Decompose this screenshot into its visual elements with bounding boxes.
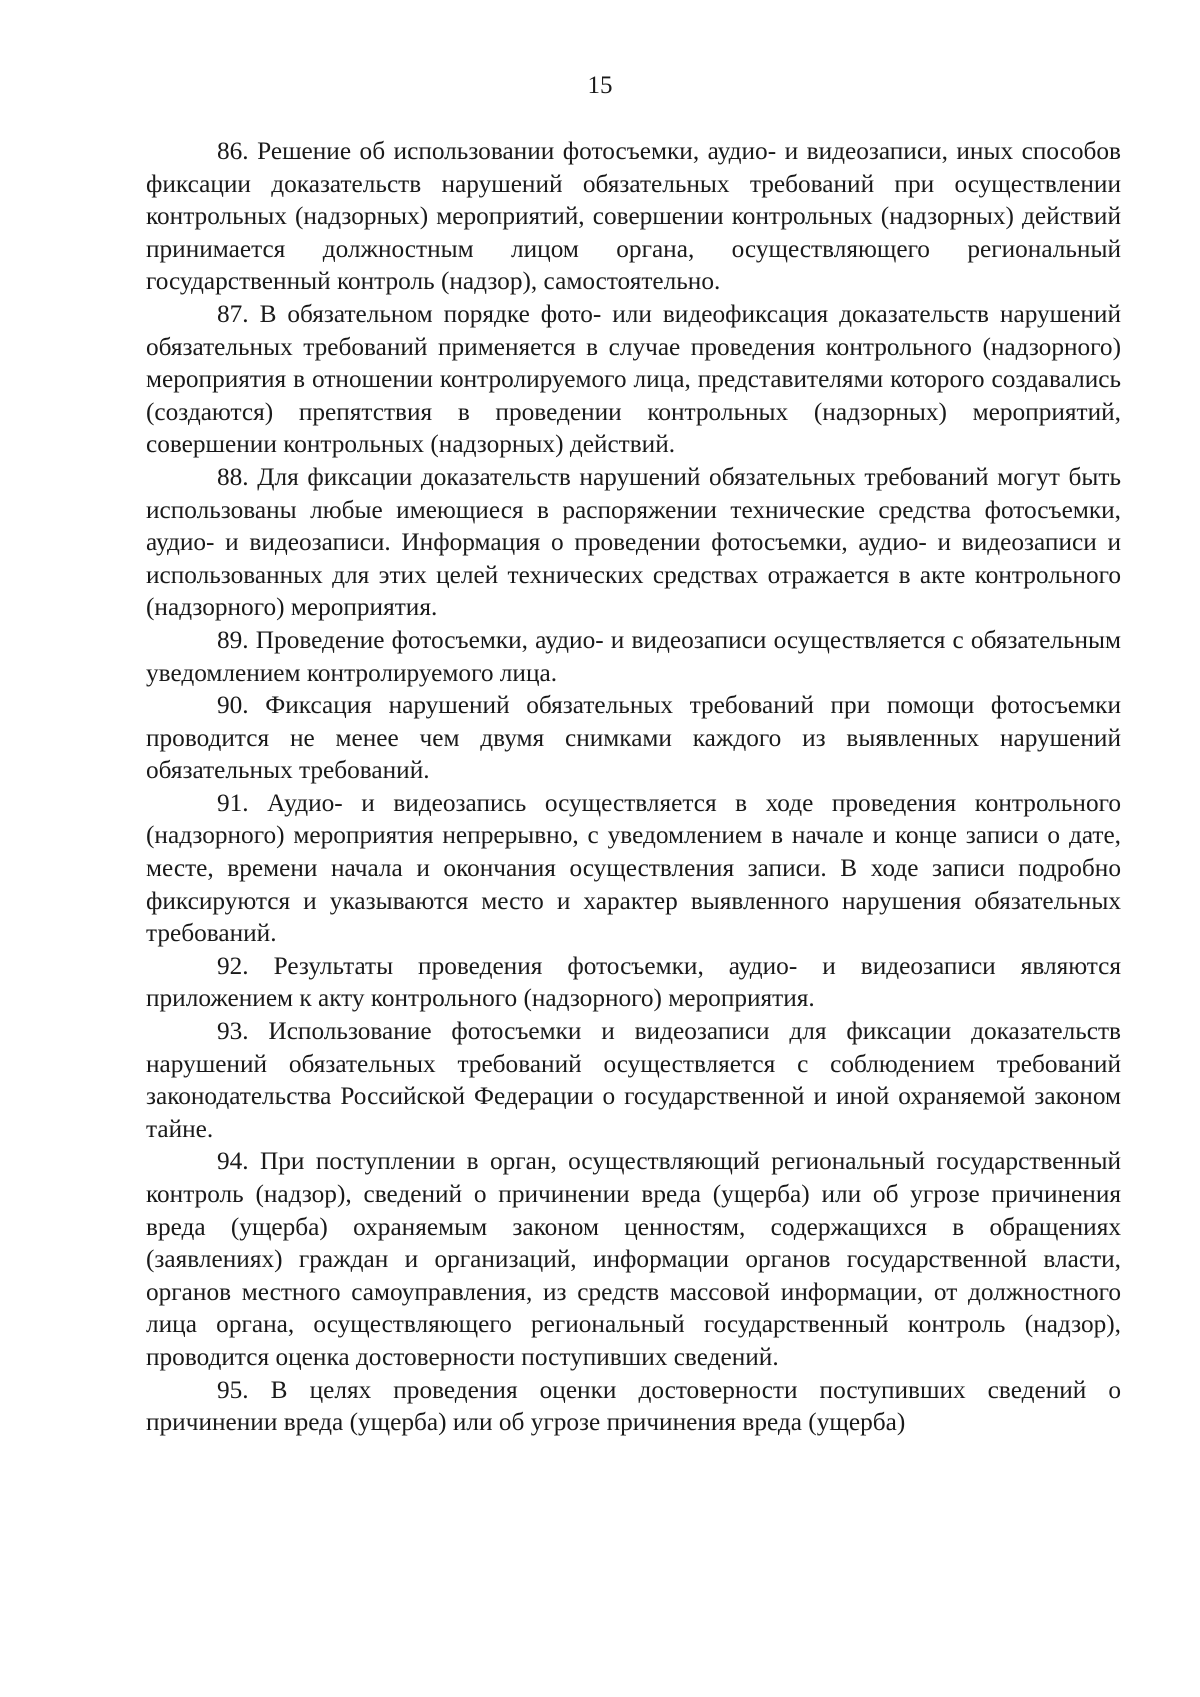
paragraph-90: 90. Фиксация нарушений обязательных требований при помощи фотосъемки проводится не менее чем двумя снимками каждого из выявленных нарушений обязательных требований. <box>146 691 1121 785</box>
paragraph-87: 87. В обязательном порядке фото- или видеофиксация доказательств нарушений обязательных требований применяется в случае проведения контрольного (надзорного) мероприятия в отношении контролируемого лица, представителями которого создавались (создаются) препятствия в проведении контрольных (надзорных) мероприятий, совершении контрольных (надзорных) действий. <box>146 299 1121 459</box>
paragraph-93: 93. Использование фотосъемки и видеозаписи для фиксации доказательств нарушений обязательных требований осуществляется с соблюдением требований законодательства Российской Федерации о государственной и иной охраняемой законом тайне. <box>146 1017 1121 1143</box>
document-body <box>146 135 1121 1439</box>
paragraph-88: 88. Для фиксации доказательств нарушений обязательных требований могут быть использованы любые имеющиеся в распоряжении технические средства фотосъемки, аудио- и видеозаписи. Информация о проведении фотосъемки, аудио- и видеозаписи и использованных для этих целей технических средствах отражается в акте контрольного (надзорного) мероприятия. <box>146 462 1121 622</box>
paragraph-92: 92. Результаты проведения фотосъемки, аудио- и видеозаписи являются приложением к акту контрольного (надзорного) мероприятия. <box>146 951 1121 1013</box>
paragraph-89: 89. Проведение фотосъемки, аудио- и видеозаписи осуществляется с обязательным уведомлением контролируемого лица. <box>146 625 1121 687</box>
paragraph-94: 94. При поступлении в орган, осуществляющий региональный государственный контроль (надзор), сведений о причинении вреда (ущерба) или об угрозе причинения вреда (ущерба) охраняемым законом ценностям, содержащихся в обращениях (заявлениях) граждан и организаций, информации органов государственной власти, органов местного самоуправления, из средств массовой информации, от должностного лица органа, осуществляющего региональный государственный контроль (надзор), проводится оценка достоверности поступивших сведений. <box>146 1147 1121 1371</box>
page-number: 15 <box>587 72 613 99</box>
paragraph-95: 95. В целях проведения оценки достоверности поступивших сведений о причинении вреда (ущерба) или об угрозе причинения вреда (ущерба) <box>146 1375 1121 1437</box>
paragraph-86: 86. Решение об использовании фотосъемки, аудио- и видеозаписи, иных способов фиксации доказательств нарушений обязательных требований при осуществлении контрольных (надзорных) мероприятий, совершении контрольных (надзорных) действий принимается должностным лицом органа, осуществляющего региональный государственный контроль (надзор), самостоятельно. <box>146 137 1121 296</box>
paragraph-91: 91. Аудио- и видеозапись осуществляется в ходе проведения контрольного (надзорного) мероприятия непрерывно, с уведомлением в начале и конце записи о дате, месте, времени начала и окончания осуществления записи. В ходе записи подробно фиксируются и указываются место и характер выявленного нарушения обязательных требований. <box>146 788 1121 948</box>
